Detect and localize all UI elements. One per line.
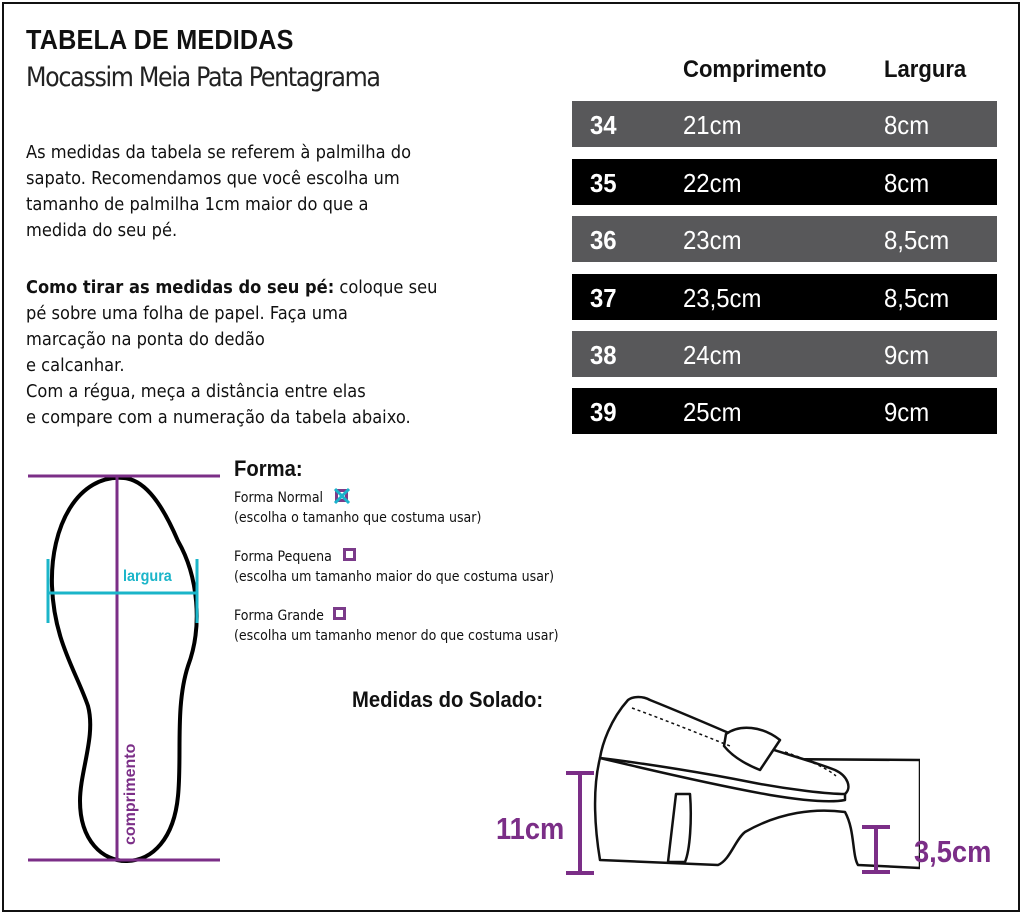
check-x-icon (333, 487, 351, 505)
size-row-37 (572, 274, 997, 320)
forma-option-normal (234, 488, 481, 528)
size-cell: 34 (590, 110, 617, 140)
page-title: TABELA DE MEDIDAS (26, 24, 294, 55)
howto-paragraph (26, 275, 510, 431)
sole-height-label: 11cm (496, 811, 565, 846)
forma-option-note: (escolha um tamanho maior do que costuma usar) (234, 569, 555, 585)
column-header-length: Comprimento (683, 56, 827, 83)
height-dimension-line (560, 768, 600, 878)
product-name: Mocassim Meia Pata Pentagrama (26, 62, 380, 93)
forma-option-note: (escolha um tamanho menor do que costuma usar) (234, 628, 559, 644)
size-row-38 (572, 331, 997, 377)
intro-paragraph (26, 140, 510, 244)
length-cell: 23,5cm (683, 283, 762, 313)
size-row-34 (572, 101, 997, 147)
sole-title: Medidas do Solado: (352, 687, 544, 712)
howto-line: coloque seu (334, 278, 438, 298)
intro-line: medida do seu pé. (26, 221, 178, 241)
forma-title: Forma: (234, 456, 303, 481)
forma-large-checkbox[interactable] (333, 607, 346, 620)
size-cell: 35 (590, 168, 617, 198)
intro-line: As medidas da tabela se referem à palmilha do (26, 143, 412, 163)
howto-line: Com a régua, meça a distância entre elas (26, 382, 366, 402)
forma-option-note: (escolha o tamanho que costuma usar) (234, 510, 482, 526)
size-cell: 36 (590, 225, 617, 255)
length-cell: 25cm (683, 397, 742, 427)
howto-line: marcação na ponta do dedão (26, 330, 265, 350)
size-cell: 37 (590, 283, 617, 313)
width-cell: 9cm (884, 340, 930, 370)
length-cell: 21cm (683, 110, 742, 140)
size-row-35 (572, 159, 997, 205)
width-label: largura (123, 568, 172, 585)
length-label: comprimento (122, 743, 139, 845)
forma-option-large (234, 606, 559, 646)
width-cell: 8,5cm (884, 225, 950, 255)
howto-line: e compare com a numeração da tabela abaixo. (26, 408, 411, 428)
length-cell: 23cm (683, 225, 742, 255)
forma-small-checkbox[interactable] (343, 548, 356, 561)
column-header-width: Largura (884, 56, 967, 83)
heel-height-label: 3,5cm (914, 834, 992, 869)
heel-dimension-line (858, 822, 898, 878)
howto-line: e calcanhar. (26, 356, 125, 376)
howto-heading: Como tirar as medidas do seu pé: (26, 278, 335, 298)
forma-option-small (234, 547, 554, 587)
howto-line: pé sobre uma folha de papel. Faça uma (26, 304, 348, 324)
width-cell: 8,5cm (884, 283, 950, 313)
size-row-39 (572, 388, 997, 434)
intro-line: tamanho de palmilha 1cm maior do que a (26, 195, 369, 215)
size-cell: 39 (590, 397, 617, 427)
forma-option-label: Forma Grande (234, 608, 324, 624)
forma-option-label: Forma Pequena (234, 549, 332, 565)
size-row-36 (572, 216, 997, 262)
width-cell: 9cm (884, 397, 930, 427)
forma-normal-checkbox[interactable] (335, 489, 348, 502)
forma-option-label: Forma Normal (234, 490, 324, 506)
width-cell: 8cm (884, 110, 930, 140)
length-cell: 22cm (683, 168, 742, 198)
width-cell: 8cm (884, 168, 930, 198)
intro-line: sapato. Recomendamos que você escolha um (26, 169, 400, 189)
length-cell: 24cm (683, 340, 742, 370)
size-cell: 38 (590, 340, 617, 370)
